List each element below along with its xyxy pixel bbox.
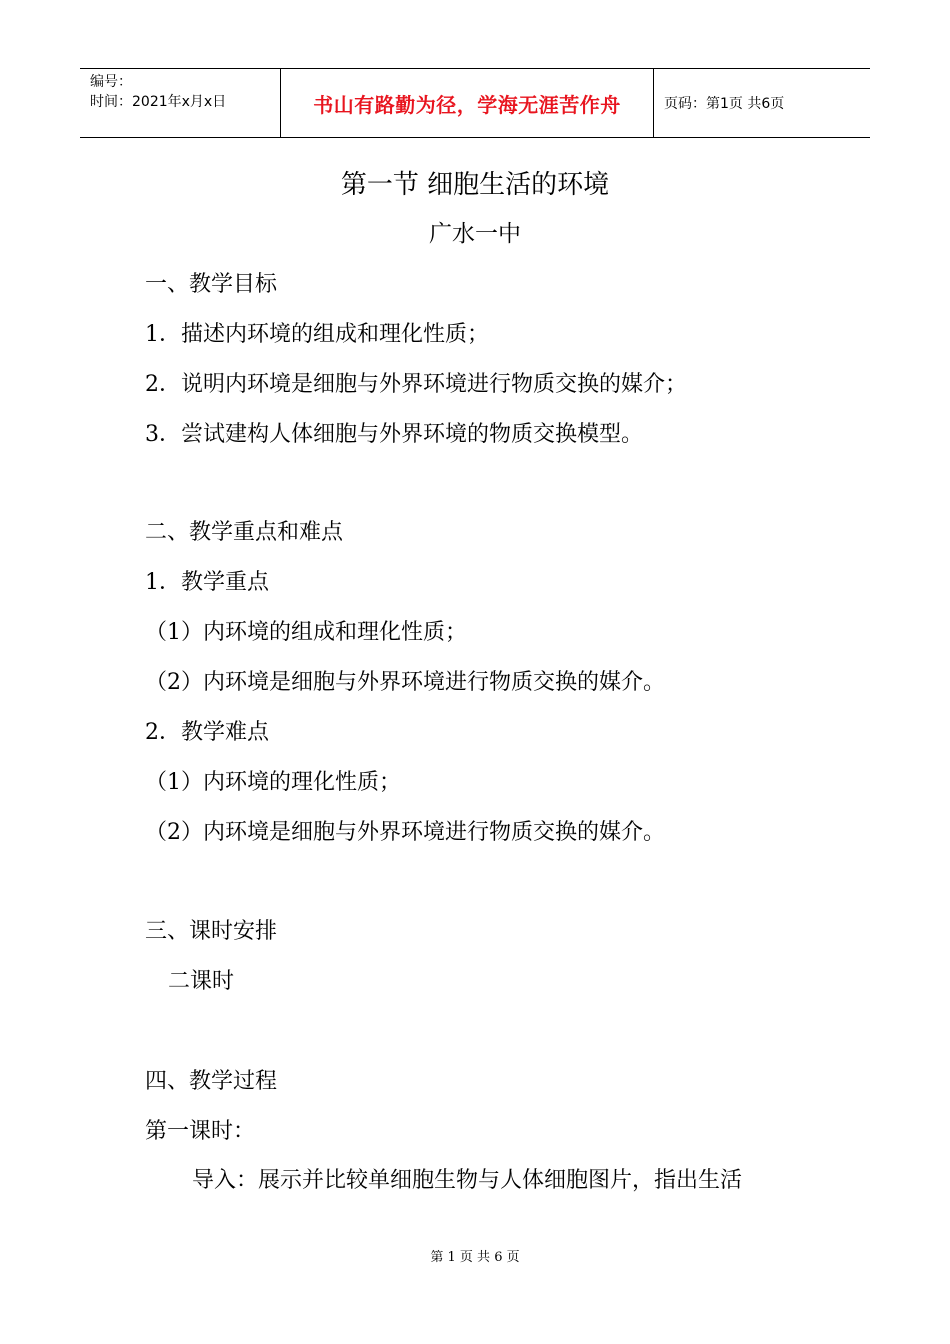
difficulties-subheading: 2．教学难点: [145, 720, 269, 745]
section-heading-process: 四、教学过程: [145, 1069, 278, 1094]
page-count-label: 页码：第1页 共6页: [664, 96, 785, 112]
objective-item-3: 3．尝试建构人体细胞与外界环境的物质交换模型。: [145, 422, 643, 447]
schedule-content: 二课时: [168, 969, 235, 994]
lesson-intro-text: 导入：展示并比较单细胞生物与人体细胞图片，指出生活: [192, 1168, 743, 1193]
difficulty-item-1: （1）内环境的理化性质；: [145, 770, 401, 795]
page-footer: 第 1 页 共 6 页: [430, 1250, 520, 1265]
header-motto-cell: [281, 69, 654, 137]
lesson-1-label: 第一课时：: [145, 1119, 256, 1144]
objective-item-2: 2．说明内环境是细胞与外界环境进行物质交换的媒介；: [145, 372, 687, 397]
header-meta-cell: [80, 69, 281, 137]
document-number-label: 编号：: [90, 74, 132, 90]
header-table: [80, 68, 870, 138]
document-subtitle: 广水一中: [429, 221, 521, 247]
key-points-subheading: 1．教学重点: [145, 570, 269, 595]
section-heading-schedule: 三、课时安排: [145, 919, 278, 944]
difficulty-item-2: （2）内环境是细胞与外界环境进行物质交换的媒介。: [145, 820, 665, 845]
key-point-item-2: （2）内环境是细胞与外界环境进行物质交换的媒介。: [145, 670, 665, 695]
section-heading-key-points: 二、教学重点和难点: [145, 520, 344, 545]
header-page-cell: [654, 69, 870, 137]
document-time-label: 时间：2021年x月x日: [90, 94, 227, 110]
section-heading-objectives: 一、教学目标: [145, 272, 278, 297]
objective-item-1: 1．描述内环境的组成和理化性质；: [145, 322, 489, 347]
key-point-item-1: （1）内环境的组成和理化性质；: [145, 620, 467, 645]
motto-text: 书山有路勤为径，学海无涯苦作舟: [313, 92, 621, 117]
document-title: 第一节 细胞生活的环境: [340, 170, 610, 200]
